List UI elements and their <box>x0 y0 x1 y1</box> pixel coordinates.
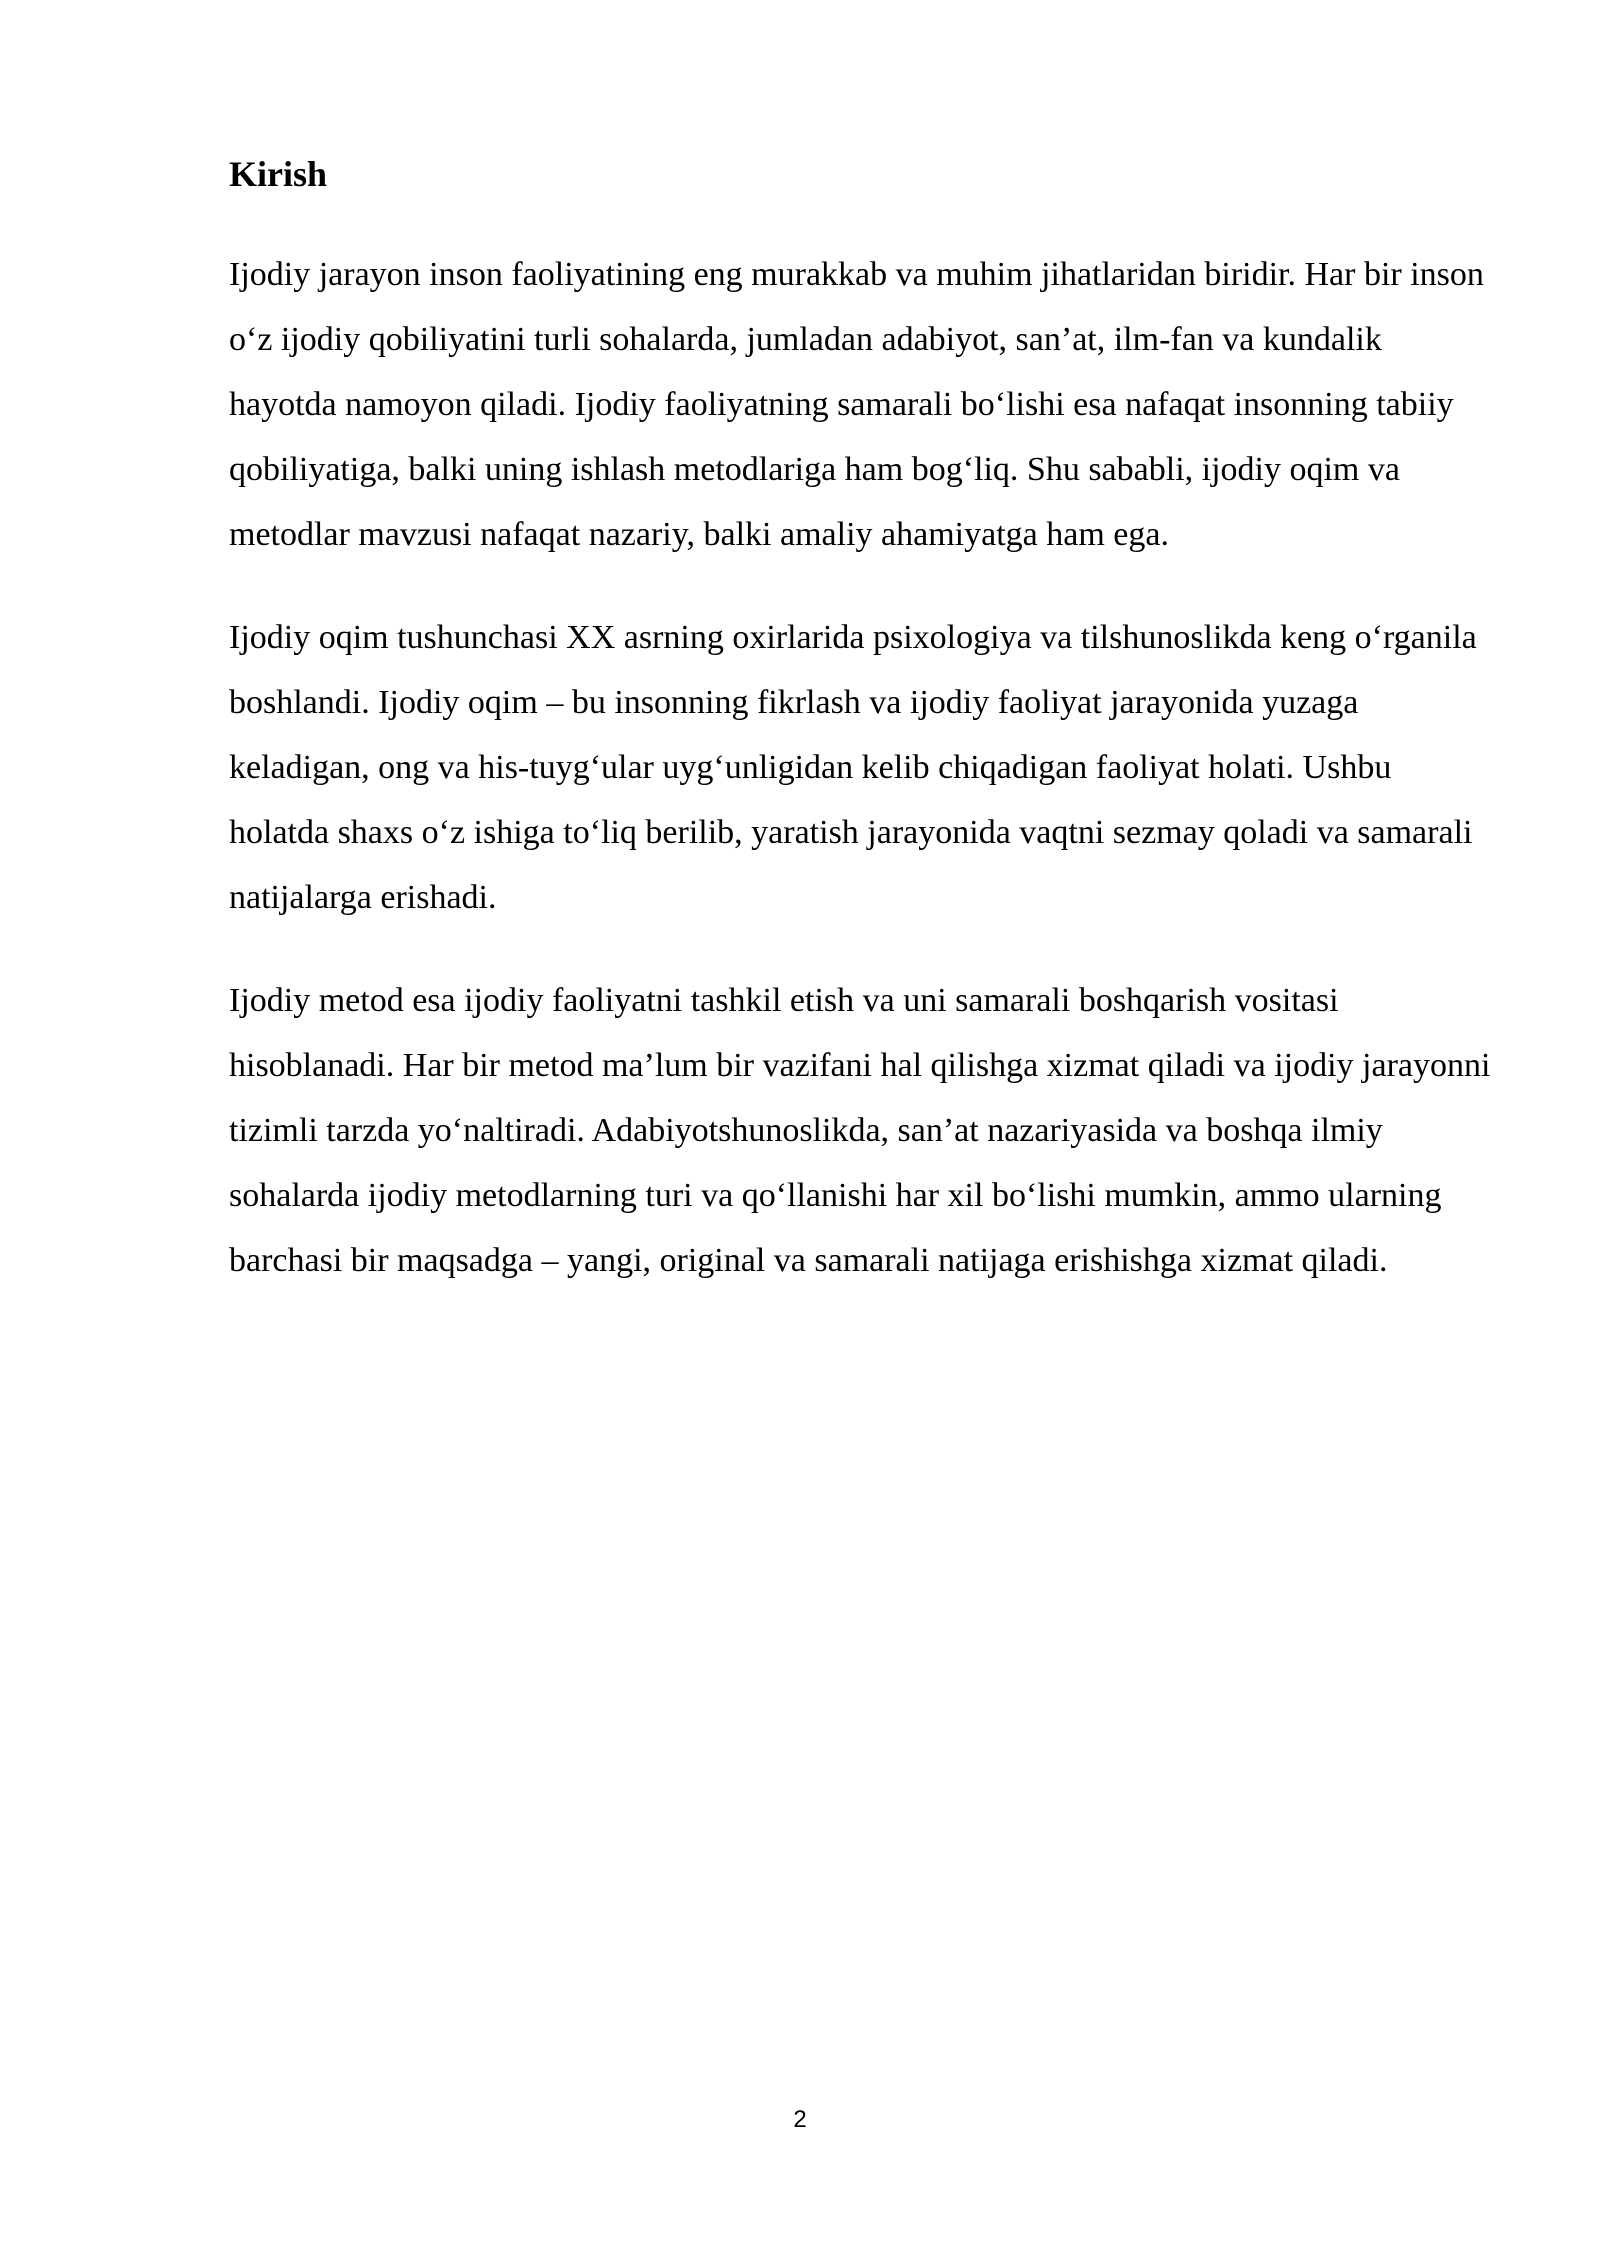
paragraph-3: Ijodiy metod esa ijodiy faoliyatni tashkil etish va uni samarali boshqarish vositasi hisoblanadi. Har bir metod ma’lum bir vazifani hal qilishga xizmat qiladi va ijodiy jarayonni tizimli tarzda yo‘naltiradi. Adabiyotshunoslikda, san’at nazariyasida va boshqa ilmiy sohalarda ijodiy metodlarning turi va qo‘llanishi har xil bo‘lishi mumkin, ammo ularning barchasi bir maqsadga – yangi, original va samarali natijaga erishishga xizmat qiladi. <box>229 982 1491 1279</box>
paragraph-2: Ijodiy oqim tushunchasi XX asrning oxirlarida psixologiya va tilshunoslikda keng o‘rganila boshlandi. Ijodiy oqim – bu insonning fikrlash va ijodiy faoliyat jarayonida yuzaga keladigan, ong va his-tuyg‘ular uyg‘unligidan kelib chiqadigan faoliyat holati. Ushbu holatda shaxs o‘z ishiga to‘liq berilib, yaratish jarayonida vaqtni sezmay qoladi va samarali natijalarga erishadi. <box>229 619 1477 916</box>
page-content <box>229 148 1491 1331</box>
section-heading: Kirish <box>229 154 328 194</box>
page-number: 2 <box>793 2106 807 2133</box>
paragraph-1: Ijodiy jarayon inson faoliyatining eng murakkab va muhim jihatlaridan biridir. Har bir inson o‘z ijodiy qobiliyatini turli sohalarda, jumladan adabiyot, san’at, ilm-fan va kundalik hayotda namoyon qiladi. Ijodiy faoliyatning samarali bo‘lishi esa nafaqat insonning tabiiy qobiliyatiga, balki uning ishlash metodlariga ham bog‘liq. Shu sababli, ijodiy oqim va metodlar mavzusi nafaqat nazariy, balki amaliy ahamiyatga ham ega. <box>229 256 1484 553</box>
